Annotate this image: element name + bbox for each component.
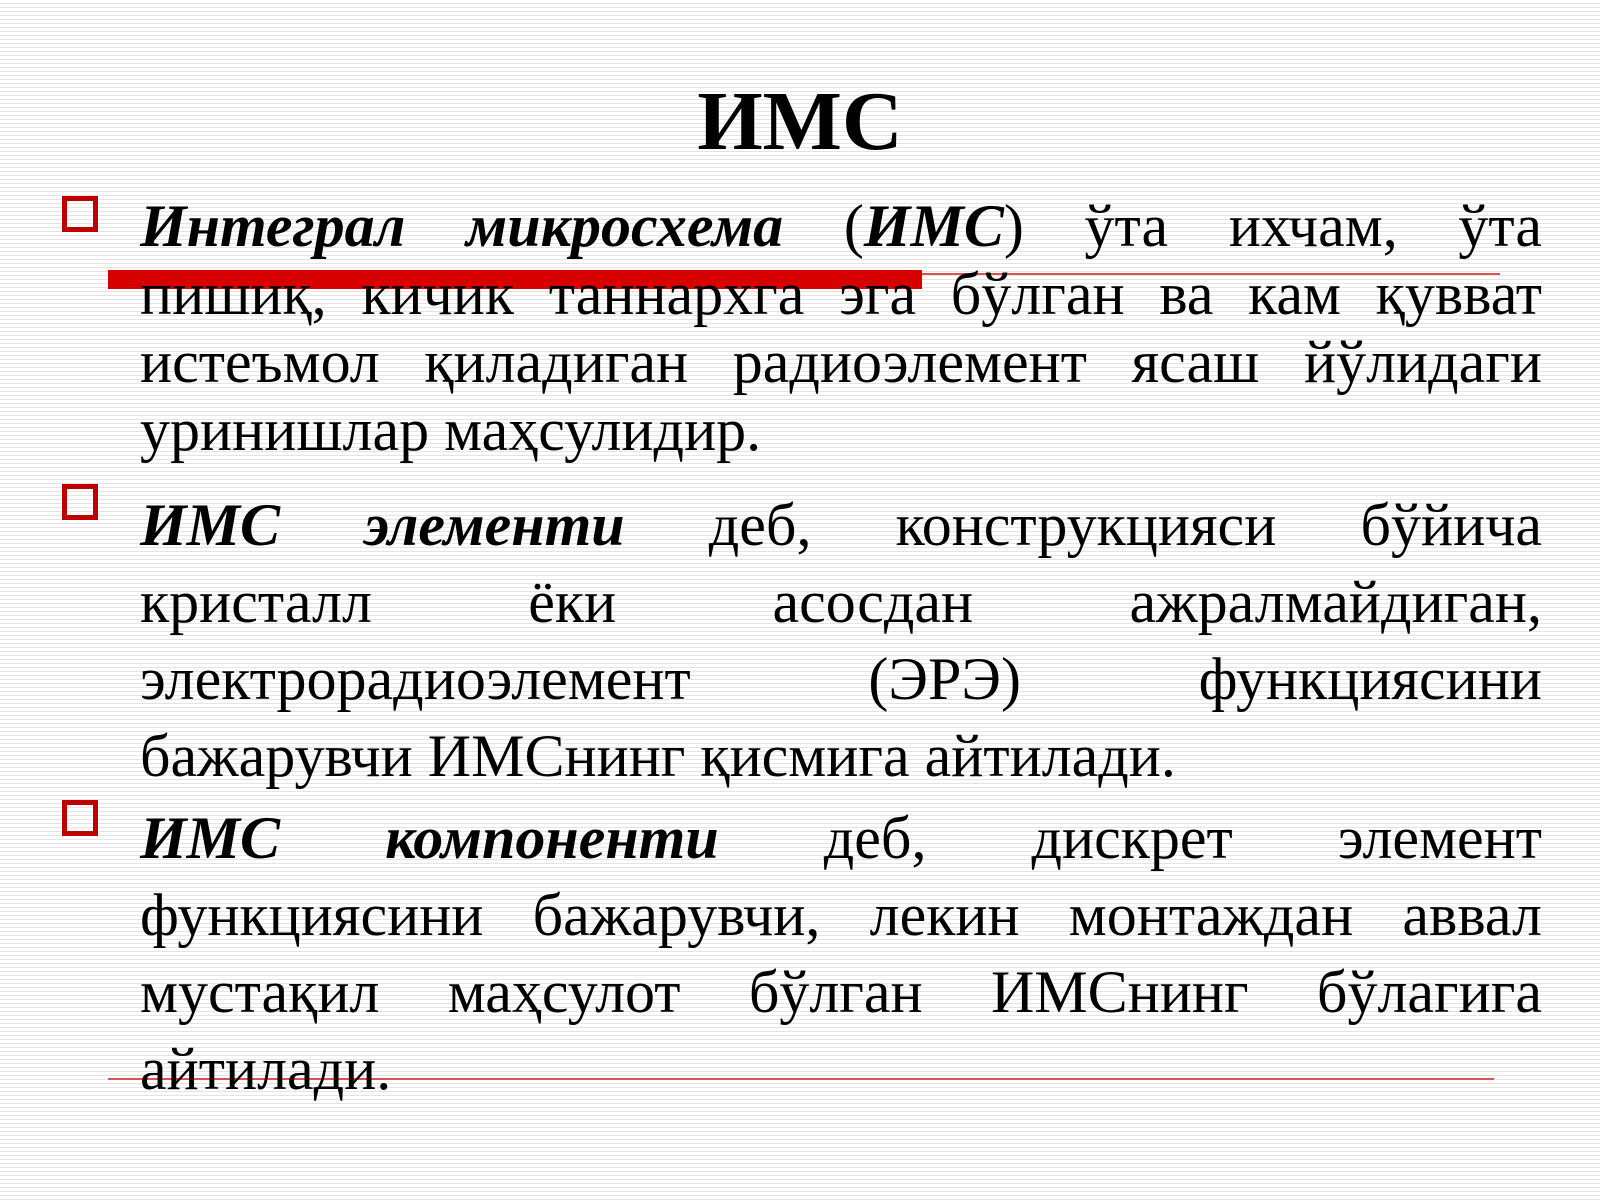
paragraph-line <box>140 564 1542 641</box>
paragraph-ims-element <box>140 487 1542 795</box>
paragraph-line <box>140 641 1542 718</box>
paragraph-line <box>140 487 1542 564</box>
body-text: деб, конструкцияси бўйича <box>624 492 1542 558</box>
body-text: ) ўта ихчам, ўта <box>1003 193 1542 259</box>
body-text: истеъмол қиладиган радиоэлемент ясаш йўлидаги <box>140 329 1542 395</box>
paragraph-line <box>140 396 1542 464</box>
body-text: электрорадиоэлемент (ЭРЭ) функциясини <box>140 646 1542 712</box>
term-emphasis: ИМС <box>863 193 1004 259</box>
body-text: кристалл ёки асосдан ажралмайдиган, <box>140 569 1542 635</box>
body-text: пишиқ, кичик таннархга эга бўлган ва кам қувват <box>140 261 1542 327</box>
paragraph-line <box>140 1031 1542 1108</box>
body-text: функциясини бажарувчи, лекин монтаждан аввал <box>140 882 1542 948</box>
paragraph-ims-definition <box>140 192 1542 464</box>
term-emphasis: Интеграл микросхема <box>140 193 784 259</box>
body-text: уринишлар маҳсулидир. <box>140 397 762 463</box>
paragraph-line <box>140 718 1542 795</box>
term-emphasis: ИМС элементи <box>140 492 625 558</box>
term-emphasis: ИМС компоненти <box>140 805 719 871</box>
square-bullet-icon <box>62 800 98 836</box>
paragraph-line <box>140 954 1542 1031</box>
paragraph-ims-component <box>140 800 1542 1108</box>
body-text: айтилади. <box>140 1036 392 1102</box>
paragraph-line <box>140 260 1542 328</box>
paragraph-line <box>140 328 1542 396</box>
body-text: мустақил маҳсулот бўлган ИМСнинг бўлагига <box>140 959 1542 1025</box>
body-text: деб, дискрет элемент <box>718 805 1542 871</box>
square-bullet-icon <box>62 484 98 520</box>
square-bullet-icon <box>62 196 98 232</box>
body-text: ( <box>783 193 864 259</box>
slide-title: ИМС <box>697 75 903 168</box>
body-text: бажарувчи ИМСнинг қисмига айтилади. <box>140 723 1176 789</box>
paragraph-line <box>140 192 1542 260</box>
paragraph-line <box>140 877 1542 954</box>
paragraph-line <box>140 800 1542 877</box>
